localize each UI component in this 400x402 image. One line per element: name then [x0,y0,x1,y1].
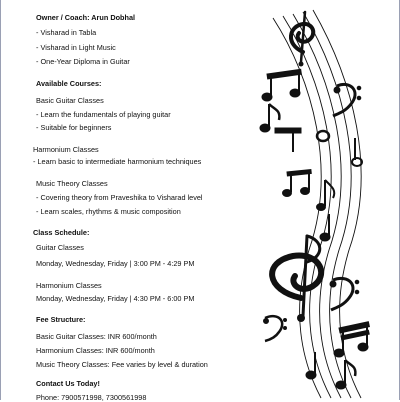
music-staff-illustration [241,0,400,400]
contact-phone: Phone: 7900571998, 7300561998 [36,393,147,402]
quarter-note-icon [320,214,330,241]
eighth-note-icon [336,360,355,389]
beamed-notes-icon [334,322,369,357]
bass-clef-icon [330,278,359,310]
fee-item: Basic Guitar Classes: INR 600/month [36,332,157,341]
theory-course-title: Music Theory Classes [36,179,108,188]
harmonium-course-item: - Learn basic to intermediate harmonium techniques [33,157,202,166]
contact-heading: Contact Us Today! [36,379,100,388]
guitar-course-title: Basic Guitar Classes [36,96,104,105]
theory-course-item: - Covering theory from Praveshika to Visharad level [36,193,203,202]
large-treble-clef-icon [272,236,321,322]
fee-item: Music Theory Classes: Fee varies by level & duration [36,360,208,369]
staff-lines [273,10,361,398]
whole-note-icon [317,131,329,141]
schedule-harmonium-time: Monday, Wednesday, Friday | 4:30 PM - 6:00 PM [36,294,195,303]
owner-item: - Visharad in Light Music [36,43,116,52]
beamed-notes-icon [283,169,335,210]
schedule-guitar-title: Guitar Classes [36,243,84,252]
schedule-harmonium-title: Harmonium Classes [36,281,102,290]
fees-heading: Fee Structure: [36,315,86,324]
schedule-guitar-time: Monday, Wednesday, Friday | 3:00 PM - 4:29 PM [36,259,195,268]
beamed-notes-icon [262,69,301,101]
guitar-course-item: - Learn the fundamentals of playing guitar [36,110,171,119]
owner-item: - One-Year Diploma in Guitar [36,57,130,66]
schedule-heading: Class Schedule: [33,228,90,237]
courses-heading: Available Courses: [36,79,102,88]
rest-icon [275,128,301,152]
theory-course-item: - Learn scales, rhythms & music composition [36,207,181,216]
treble-clef-icon [291,12,313,67]
owner-item: - Visharad in Tabla [36,28,97,37]
bass-clef-icon [333,84,361,116]
bass-clef-icon [264,316,287,341]
owner-heading: Owner / Coach: Arun Dobhal [36,13,136,22]
guitar-course-item: - Suitable for beginners [36,123,112,132]
fee-item: Harmonium Classes: INR 600/month [36,346,155,355]
harmonium-course-title: Harmonium Classes [33,145,99,154]
